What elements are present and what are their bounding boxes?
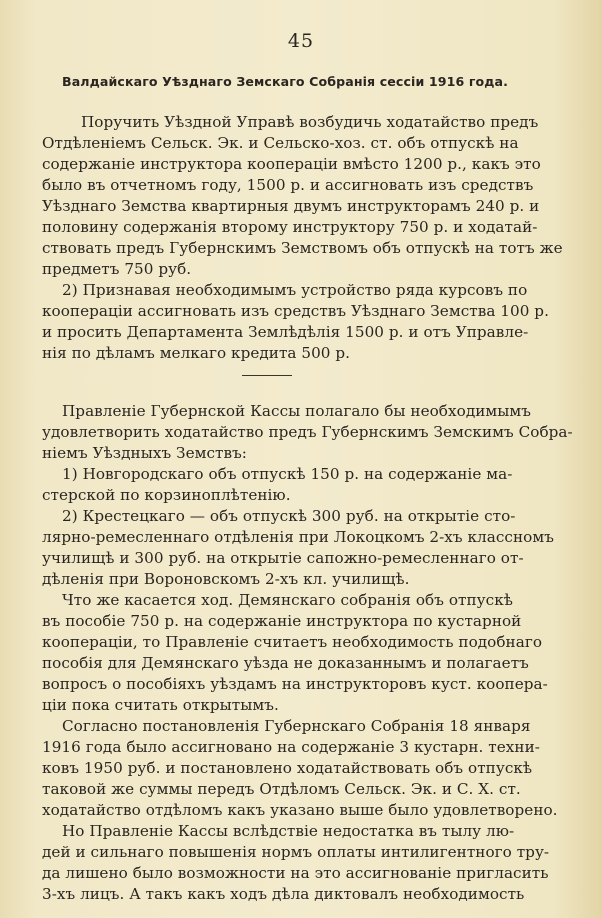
paragraph-line: вопросъ о пособіяхъ уѣздамъ на инструкторовъ куст. коопера- <box>42 675 548 693</box>
paragraph-line: Отдѣленіемъ Сельск. Эк. и Сельско-хоз. ст. объ отпускѣ на <box>42 134 519 152</box>
paragraph-line: нія по дѣламъ мелкаго кредита 500 р. <box>42 344 351 362</box>
paragraph-line: таковой же суммы передъ Отдѣломъ Сельск. Эк. и С. Х. ст. <box>42 780 521 798</box>
paragraph-line: предметъ 750 руб. <box>42 260 192 278</box>
paragraph-line: въ пособіе 750 р. на содержаніе инструктора по кустарной <box>42 612 522 630</box>
paragraph-line: пособія для Демянскаго уѣзда не доказаннымъ и полагаетъ <box>42 654 529 672</box>
paragraph-line: ходатайство отдѣломъ какъ указано выше было удовлетворено. <box>42 801 558 819</box>
paragraph-line: стерской по корзиноплѣтенію. <box>42 486 291 504</box>
paragraph-line: коопераціи, то Правленіе считаетъ необходимость подобнаго <box>42 633 543 651</box>
paragraph-line: да лишено было возможности на это ассигнованіе пригласить <box>42 864 549 882</box>
paragraph-line: ковъ 1950 руб. и постановлено ходатайствовать объ отпускѣ <box>42 759 533 777</box>
paragraph-line: училищѣ и 300 руб. на открытіе сапожно-ремесленнаго от- <box>42 549 524 567</box>
paragraph-line: Согласно постановленія Губернскаго Собранія 18 января <box>62 717 531 735</box>
paragraph-line: половину содержанія второму инструктору 750 р. и ходатай- <box>42 218 538 236</box>
paragraph-line: ніемъ Уѣздныхъ Земствъ: <box>42 444 247 462</box>
paragraph-line: содержаніе инструктора коопераціи вмѣсто 1200 р., какъ это <box>42 155 541 173</box>
paragraph-line: Что же касается ход. Демянскаго собранія объ отпускѣ <box>62 591 513 609</box>
paragraph-line: Но Правленіе Кассы вслѣдствіе недостатка въ тылу лю- <box>62 822 515 840</box>
paragraph-line: коопераціи ассигновать изъ средствъ Уѣзднаго Земства 100 р. <box>42 302 549 320</box>
paragraph-line: 1) Новгородскаго объ отпускѣ 150 р. на содержаніе ма- <box>62 465 513 483</box>
page-number: 45 <box>287 30 315 52</box>
paragraph-line: дей и сильнаго повышенія нормъ оплаты интилигентного тру- <box>42 843 550 861</box>
paragraph-line: Поручить Уѣздной Управѣ возбудичь ходатайство предъ <box>81 113 539 131</box>
paragraph-line: дѣленія при Вороновскомъ 2-хъ кл. училищѣ. <box>42 570 410 588</box>
section-divider <box>242 375 292 376</box>
paragraph-line: лярно-ремесленнаго отдѣленія при Локоцкомъ 2-хъ классномъ <box>42 528 554 546</box>
paragraph-line: Уѣзднаго Земства квартирныя двумъ инструкторамъ 240 р. и <box>42 197 540 215</box>
paragraph-line: было въ отчетномъ году, 1500 р. и ассигновать изъ средствъ <box>42 176 534 194</box>
paragraph-line: и просить Департамента Землѣдѣлія 1500 р. и отъ Управле- <box>42 323 529 341</box>
paragraph-line: Правленіе Губернской Кассы полагало бы необходимымъ <box>62 402 531 420</box>
paragraph-line: удовлетворить ходатайство предъ Губернскимъ Земскимъ Собра- <box>42 423 573 441</box>
paragraph-line: 2) Крестецкаго — объ отпускѣ 300 руб. на открытіе сто- <box>62 507 516 525</box>
paragraph-line: 2) Признавая необходимымъ устройство ряда курсовъ по <box>62 281 528 299</box>
paragraph-line: 1916 года было ассигновано на содержаніе 3 кустарн. техни- <box>42 738 540 756</box>
paragraph-line: ціи пока считать открытымъ. <box>42 696 279 714</box>
paragraph-line: ствовать предъ Губернскимъ Земствомъ объ отпускѣ на тотъ же <box>42 239 563 257</box>
document-heading: Валдайскаго Уѣзднаго Земскаго Собранія сессіи 1916 года. <box>62 74 509 89</box>
paragraph-line: 3-хъ лицъ. А такъ какъ ходъ дѣла диктовалъ необходимость <box>42 885 525 903</box>
